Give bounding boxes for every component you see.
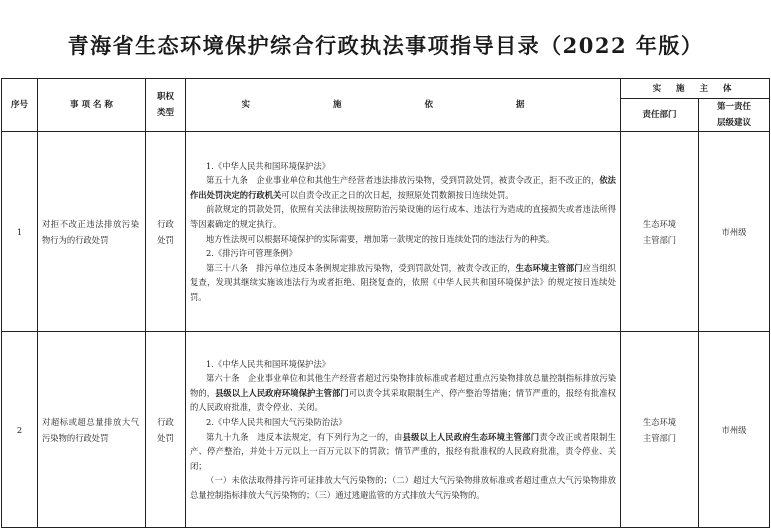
row-item-name: 对超标或超总量排放大气污染物的行政处罚 bbox=[38, 332, 146, 528]
header-item-name: 事 项 名 称 bbox=[38, 79, 146, 132]
table-row bbox=[2, 332, 770, 528]
page-title: 青海省生态环境保护综合行政执法事项指导目录（2022 年版） bbox=[67, 33, 704, 58]
basis-paragraph: 地方性法规可以根据环境保护的实际需要，增加第一款规定的按日连续处罚的违法行为的种类。 bbox=[206, 233, 555, 244]
row-basis bbox=[186, 332, 621, 528]
basis-text: 第三十八条 排污单位违反本条例规定排放污染物，受到罚款处罚，被责令改正的， bbox=[206, 262, 516, 273]
row-power-type-line1: 行政 bbox=[157, 218, 174, 229]
basis-article bbox=[190, 173, 616, 202]
header-level bbox=[699, 99, 770, 132]
row-dept-line1: 生态环境 bbox=[642, 416, 677, 427]
row-seq: 2 bbox=[2, 332, 38, 528]
header-subject: 实 施 主 体 bbox=[621, 79, 770, 99]
basis-authority: 生态环境主管部门 bbox=[515, 262, 583, 273]
basis-article bbox=[190, 371, 616, 415]
row-item-name: 对拒不改正违法排放污染物行为的行政处罚 bbox=[38, 132, 146, 332]
header-basis: 实 施 依 据 bbox=[186, 79, 621, 132]
basis-text: 责令改正或者限制生产、停产整治，并处十万元以上一百万元以下的罚款；情节严重的，报经有批准权的人民政府批准，责令停业、关闭； bbox=[190, 431, 616, 471]
basis-paragraph: 前款规定的罚款处罚，依照有关法律法规按照防治污染设施的运行成本、违法行为造成的直接损失或者违法所得等因素确定的规定执行。 bbox=[190, 204, 616, 229]
basis-article bbox=[190, 261, 616, 305]
directory-table bbox=[1, 78, 770, 528]
basis-text: 可以自责令改正之日的次日起，按照原处罚数额按日连续处罚。 bbox=[281, 189, 514, 200]
row-power-type-line2: 处罚 bbox=[157, 234, 174, 245]
basis-text: 第六十条 企业事业单位和其他生产经营者超过污染物排放标准或者超过重点污染物排放总量控制指标排放污染物的， bbox=[190, 373, 616, 398]
row-level: 市州级 bbox=[699, 132, 770, 332]
header-level-line2: 层级建议 bbox=[717, 118, 752, 128]
basis-text: 应当组织复查，发现其继续实施该违法行为或者拒绝、阻挠复查的，依照《中华人民共和国环境保护法》的规定按日连续处罚。 bbox=[190, 262, 616, 302]
header-level-line1: 第一责任 bbox=[717, 102, 752, 112]
row-dept-line2: 主管部门 bbox=[642, 234, 677, 245]
row-dept bbox=[621, 332, 699, 528]
basis-article bbox=[190, 430, 616, 474]
row-power-type bbox=[146, 132, 186, 332]
table-row bbox=[2, 132, 770, 332]
basis-source-law: 1.《中华人民共和国环境保护法》 bbox=[206, 160, 331, 171]
row-seq: 1 bbox=[2, 132, 38, 332]
row-power-type bbox=[146, 332, 186, 528]
basis-authority: 依法作出处罚决定的行政机关 bbox=[190, 175, 616, 200]
header-power-type-line2: 类型 bbox=[156, 108, 174, 118]
row-dept-line1: 生态环境 bbox=[642, 218, 677, 229]
basis-source-law: 2.《中华人民共和国大气污染防治法》 bbox=[206, 416, 347, 427]
row-dept bbox=[621, 132, 699, 332]
basis-authority: 县级以上人民政府生态环境主管部门 bbox=[402, 431, 540, 442]
header-seq: 序号 bbox=[2, 79, 38, 132]
basis-text: 可以责令其采取限制生产、停产整治等措施；情节严重的，报经有批准权的人民政府批准，责令停业、关闭。 bbox=[190, 387, 616, 413]
basis-text: 第五十九条 企业事业单位和其他生产经营者违法排放污染物，受到罚款处罚，被责令改正，拒不改正的， bbox=[206, 175, 600, 186]
basis-paragraph: （一）未依法取得排污许可证排放大气污染物的；（二）超过大气污染物排放标准或者超过重点大气污染物排放总量控制指标排放大气污染物的；（三）通过逃避监管的方式排放大气污染物的。 bbox=[190, 475, 616, 500]
basis-source-law: 1.《中华人民共和国环境保护法》 bbox=[206, 358, 331, 369]
row-power-type-line2: 处罚 bbox=[157, 432, 174, 443]
basis-authority: 县级以上人民政府环境保护主管部门 bbox=[215, 387, 349, 398]
row-level: 市州级 bbox=[699, 332, 770, 528]
basis-source-law: 2.《排污许可管理条例》 bbox=[206, 248, 297, 259]
header-dept: 责任部门 bbox=[621, 99, 699, 132]
basis-text: 第九十九条 违反本法规定，有下列行为之一的，由 bbox=[206, 431, 403, 442]
row-dept-line2: 主管部门 bbox=[642, 432, 677, 443]
header-power-type bbox=[146, 79, 186, 132]
row-basis bbox=[186, 132, 621, 332]
header-power-type-line1: 职权 bbox=[156, 92, 174, 102]
row-power-type-line1: 行政 bbox=[157, 416, 174, 427]
